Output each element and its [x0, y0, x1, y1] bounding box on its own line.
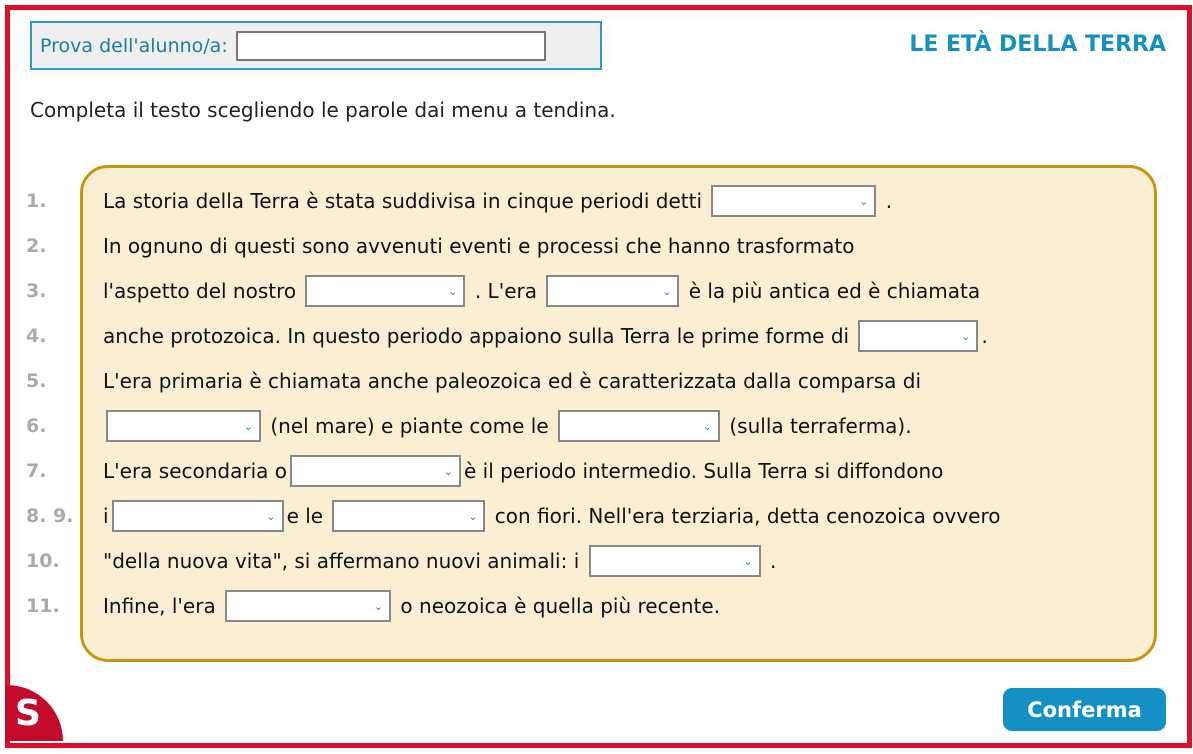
text-line	[103, 589, 720, 623]
publisher-logo: S	[5, 685, 63, 741]
answer-dropdown[interactable]	[305, 275, 465, 307]
text-segment: La storia della Terra è stata suddivisa in cinque periodi detti	[103, 189, 709, 213]
line-number: 1.	[26, 190, 47, 212]
confirm-button[interactable]: Conferma	[1003, 688, 1166, 731]
text-segment: .	[763, 549, 777, 573]
chevron-down-icon: ⌄	[448, 284, 458, 298]
line-number: 6.	[26, 415, 47, 437]
text-line	[103, 364, 921, 398]
text-segment: Infine, l'era	[103, 594, 223, 618]
text-line	[103, 274, 980, 308]
answer-dropdown[interactable]	[332, 500, 485, 532]
chevron-down-icon: ⌄	[702, 419, 712, 433]
line-number: 4.	[26, 325, 47, 347]
student-label: Prova dell'alunno/a:	[40, 34, 228, 57]
text-line	[103, 454, 943, 488]
text-segment: è il periodo intermedio. Sulla Terra si diffondono	[464, 459, 944, 483]
line-number: 5.	[26, 370, 47, 392]
text-line	[103, 184, 892, 218]
instructions: Completa il testo scegliendo le parole dai menu a tendina.	[30, 98, 616, 122]
answer-dropdown[interactable]	[558, 410, 720, 442]
student-field	[30, 21, 602, 70]
answer-dropdown[interactable]	[290, 455, 461, 487]
text-segment: .	[981, 324, 988, 348]
text-line	[103, 544, 776, 578]
answer-dropdown[interactable]	[106, 410, 261, 442]
line-number: 8. 9.	[26, 505, 74, 527]
line-number: 7.	[26, 460, 47, 482]
text-segment: . L'era	[468, 279, 544, 303]
line-number: 3.	[26, 280, 47, 302]
answer-dropdown[interactable]	[858, 320, 978, 352]
page-title: LE ETÀ DELLA TERRA	[909, 32, 1166, 57]
chevron-down-icon: ⌄	[961, 329, 971, 343]
text-segment: è la più antica ed è chiamata	[682, 279, 981, 303]
text-line	[103, 229, 854, 263]
chevron-down-icon: ⌄	[468, 509, 478, 523]
text-segment: .	[879, 189, 893, 213]
text-segment: l'aspetto del nostro	[103, 279, 303, 303]
chevron-down-icon: ⌄	[662, 284, 672, 298]
line-number: 2.	[26, 235, 47, 257]
text-segment: "della nuova vita", si affermano nuovi animali: i	[103, 549, 586, 573]
text-segment: L'era secondaria o	[103, 459, 287, 483]
text-segment: e le	[286, 504, 330, 528]
answer-dropdown[interactable]	[112, 500, 284, 532]
answer-dropdown[interactable]	[225, 590, 391, 622]
text-segment: i	[103, 504, 109, 528]
chevron-down-icon: ⌄	[266, 509, 276, 523]
text-segment: o neozoica è quella più recente.	[394, 594, 721, 618]
text-line	[103, 409, 912, 443]
line-number: 10.	[26, 550, 60, 572]
text-segment: anche protozoica. In questo periodo appaiono sulla Terra le prime forme di	[103, 324, 856, 348]
text-line	[103, 499, 1001, 533]
text-segment: In ognuno di questi sono avvenuti eventi e processi che hanno trasformato	[103, 234, 855, 258]
chevron-down-icon: ⌄	[443, 464, 453, 478]
student-name-input[interactable]	[236, 31, 546, 61]
answer-dropdown[interactable]	[711, 185, 876, 217]
chevron-down-icon: ⌄	[743, 554, 753, 568]
chevron-down-icon: ⌄	[373, 599, 384, 613]
text-segment: (sulla terraferma).	[723, 414, 912, 438]
answer-dropdown[interactable]	[589, 545, 761, 577]
text-segment: L'era primaria è chiamata anche paleozoica ed è caratterizzata dalla comparsa di	[103, 369, 922, 393]
text-segment: con fiori. Nell'era terziaria, detta cenozoica ovvero	[488, 504, 1001, 528]
chevron-down-icon: ⌄	[859, 194, 869, 208]
text-segment: (nel mare) e piante come le	[264, 414, 555, 438]
answer-dropdown[interactable]	[546, 275, 679, 307]
chevron-down-icon: ⌄	[243, 419, 253, 433]
text-line	[103, 319, 988, 353]
line-number: 11.	[26, 595, 60, 617]
